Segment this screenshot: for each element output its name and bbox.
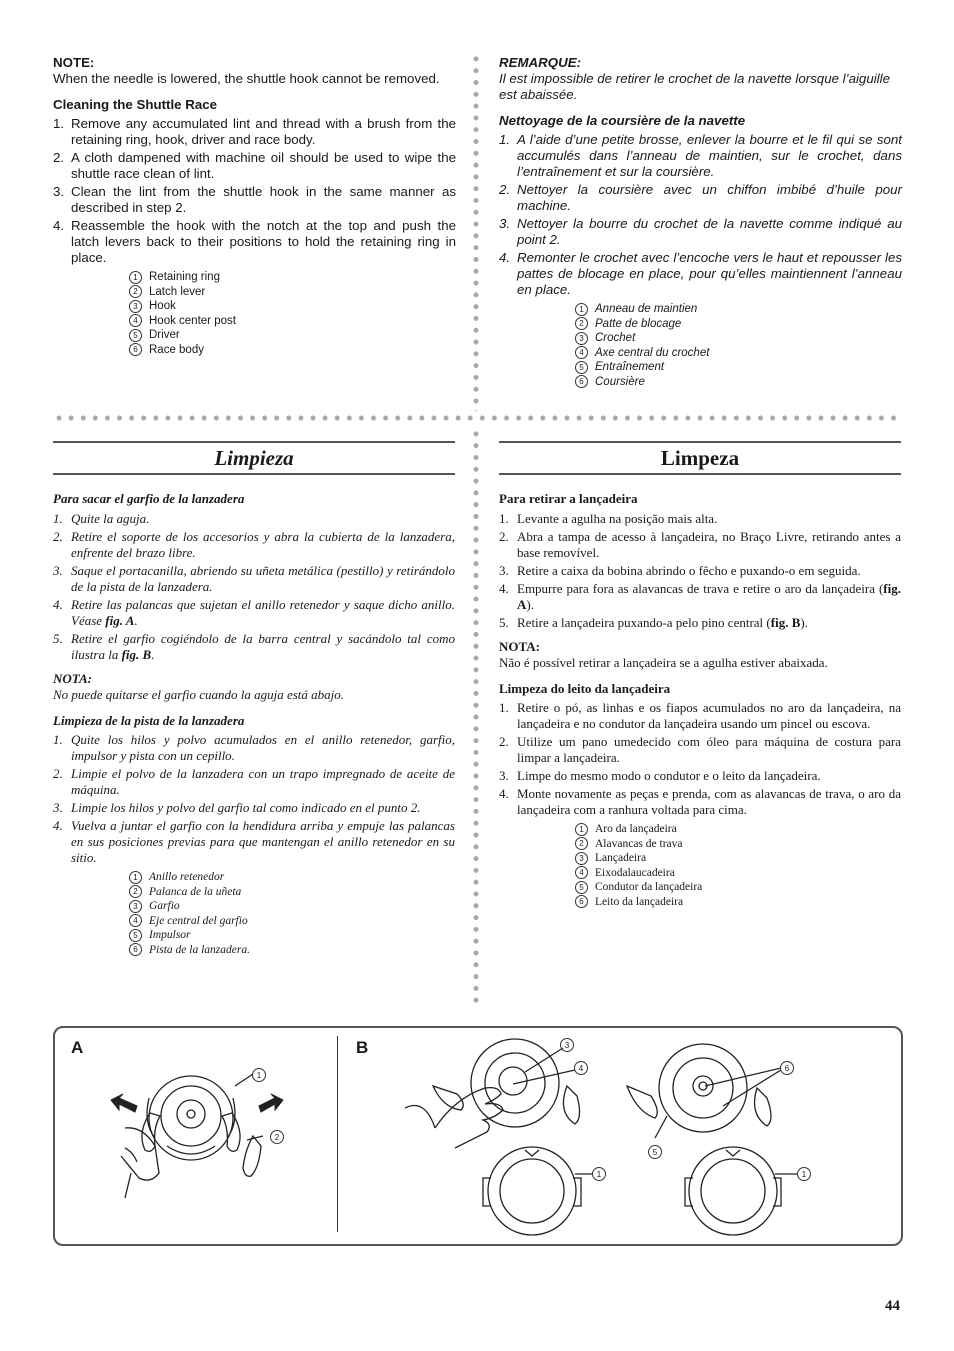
legend-item: 1 Retaining ring [129,270,456,285]
legend-item: 6 Coursière [575,375,902,390]
section-heading: Nettoyage de la coursière de la navette [499,113,746,128]
note-text: When the needle is lowered, the shuttle hook cannot be removed. [53,71,440,86]
list-item: 5. Retire el garfio cogiéndolo de la barra central y sacándolo tal como ilustra la fig. B. [53,631,455,662]
list-item: 4. Retire las palancas que sujetan el anillo retenedor y saque dicho anillo. Véase fig. A. [53,597,455,628]
list-item: 2. Retire el soporte de los accesorios y abra la cubierta de la lanzadera, enfrente del brazo libre. [53,529,455,560]
fig-b-leader-4 [513,1070,575,1084]
vertical-dotted-divider-top [473,53,479,411]
list-item: 1. Retire o pó, as linhas e os fiapos acumulados no aro da lançadeira, na lançadeira e no condutor da lançadeira usando um pincel ou escova. [499,700,901,731]
portuguese-section [499,491,901,909]
list-item: 3. Saque el portacanilla, abriendo su uñeta metálica (pestillo) y retirándolo de la pista de la lanzadera. [53,563,455,594]
section-heading: Limpeza do leito da lançadeira [499,681,671,696]
list-item: 4. Empurre para fora as alavancas de trava e retire o aro da lançadeira (fig. A). [499,581,901,612]
list-item: 2. A cloth dampened with machine oil should be used to wipe the shuttle race clean of lint. [53,150,456,181]
legend-item: 1 Anneau de maintien [575,302,902,317]
legend-item: 2 Palanca de la uñeta [129,885,455,900]
vertical-dotted-divider-bottom [473,428,479,1008]
legend-item: 3 Lançadeira [575,851,901,866]
steps-list [499,511,901,631]
steps-list [499,700,901,818]
callout-5: 5 [648,1145,662,1159]
list-item: 3. Clean the lint from the shuttle hook in the same manner as described in step 2. [53,184,456,215]
fig-b-leader-5 [655,1116,667,1138]
note-text: Não é possível retirar a lançadeira se a agulha estiver abaixada. [499,655,828,670]
steps-list [53,116,456,266]
page-title: Limpeza [660,446,740,470]
section-heading: Cleaning the Shuttle Race [53,97,218,112]
list-item: 1. Quite los hilos y polvo acumulados en el anillo retenedor, garfio, impulsor y pista con un cepillo. [53,732,455,763]
fig-a-leader-1 [235,1074,253,1086]
french-section [499,55,902,389]
callout-1: 1 [252,1068,266,1082]
callout-6: 6 [780,1061,794,1075]
legend-item: 2 Latch lever [129,285,456,300]
legend-item: 4 Hook center post [129,314,456,329]
legend-item: 4 Eje central del garfio [129,914,455,929]
list-item: 1. Quite la aguja. [53,511,150,526]
steps-list [53,732,455,866]
fig-b-retaining-ring-1 [483,1147,581,1235]
legend-item: 4 Eixodalaucadeira [575,866,901,881]
legend-item: 6 Pista de la lanzadera. [129,943,455,958]
fig-a-race-body [147,1076,235,1160]
list-item: 4. Vuelva a juntar el garfio con la hendidura arriba y empuje las palancas en sus posiciones previas para que mantengan el anillo retenedor en su sitio. [53,818,455,865]
legend-item: 1 Anillo retenedor [129,870,455,885]
list-item: 2. Nettoyer la coursière avec un chiffon imbibé d’huile pour machine. [499,182,902,213]
note-text: No puede quitarse el garfio cuando la aguja está abajo. [53,687,345,702]
note-text: Il est impossible de retirer le crochet de la navette lorsque l’aiguille est abaissée. [499,71,890,102]
steps-list [499,132,902,298]
portuguese-title [499,441,901,475]
legend-item: 3 Garfio [129,899,455,914]
legend-item: 1 Aro da lançadeira [575,822,901,837]
list-item: 5. Retire a lançadeira puxando-a pelo pino central (fig. B). [499,615,808,630]
list-item: 3. Limpie los hilos y polvo del garfio tal como indicado en el punto 2. [53,800,421,815]
fig-b-race-body-2 [627,1044,771,1132]
legend-item: 5 Entraînement [575,360,902,375]
legend-item: 5 Condutor da lançadeira [575,880,901,895]
section-heading: Para sacar el garfio de la lanzadera [53,491,245,506]
list-item: 3. Limpe do mesmo modo o condutor e o leito da lançadeira. [499,768,821,783]
parts-legend [129,870,455,957]
list-item: 3. Retire a caixa da bobina abrindo o fêcho e puxando-o em seguida. [499,563,861,578]
fig-b-race-body-1 [433,1039,580,1127]
note-label: NOTE: [53,55,95,70]
callout-3: 3 [560,1038,574,1052]
figure-label-b: B [356,1038,369,1057]
section-heading: Para retirar a lançadeira [499,491,638,506]
fig-a-arrows [111,1094,283,1112]
english-section [53,55,456,357]
figure-label-a: A [71,1038,84,1057]
list-item: 1. Remove any accumulated lint and thread with a brush from the retaining ring, hook, driver and race body. [53,116,456,147]
legend-item: 3 Hook [129,299,456,314]
legend-item: 2 Patte de blocage [575,317,902,332]
legend-item: 2 Alavancas de trava [575,837,901,852]
callout-1: 1 [797,1167,811,1181]
legend-item: 5 Impulsor [129,928,455,943]
parts-legend [575,302,902,389]
callout-1: 1 [592,1167,606,1181]
list-item: 1. A l’aide d’une petite brosse, enlever la bourre et le fil qui se sont accumulés dans l’anneau de maintien, sur le crochet, dans l’entraînement et sur la coursière. [499,132,902,179]
figure-panel [53,1026,903,1246]
steps-list [53,511,455,663]
parts-legend [129,270,456,357]
callout-4: 4 [574,1061,588,1075]
shuttle-hook-illustration [55,1028,901,1244]
parts-legend [575,822,901,909]
horizontal-dotted-divider [53,415,901,421]
note-label: NOTA: [53,671,92,686]
spanish-title [53,441,455,475]
section-heading: Limpieza de la pista de la lanzadera [53,713,245,728]
page-title: Limpieza [214,446,294,470]
list-item: 4. Monte novamente as peças e prenda, com as alavancas de trava, o aro da lançadeira com a ranhura voltada para cima. [499,786,901,817]
list-item: 2. Limpie el polvo de la lanzadera con un trapo impregnado de aceite de máquina. [53,766,455,797]
callout-2: 2 [270,1130,284,1144]
list-item: 2. Utilize um pano umedecido com óleo para máquina de costura para limpar a lançadeira. [499,734,901,765]
legend-item: 3 Crochet [575,331,902,346]
page-number: 44 [885,1298,900,1314]
list-item: 4. Reassemble the hook with the notch at the top and push the latch levers back to their positions to hold the retaining ring in place. [53,218,456,265]
fig-b-leader-3 [525,1048,563,1072]
legend-item: 5 Driver [129,328,456,343]
note-label: NOTA: [499,639,540,654]
legend-item: 6 Race body [129,343,456,358]
list-item: 1. Levante a agulha na posição mais alta. [499,511,718,526]
list-item: 3. Nettoyer la bourre du crochet de la navette comme indiqué au point 2. [499,216,902,247]
list-item: 2. Abra a tampa de acesso à lançadeira, no Braço Livre, retirando antes a base removível. [499,529,901,560]
legend-item: 6 Leito da lançadeira [575,895,901,910]
spanish-section [53,491,455,957]
legend-item: 4 Axe central du crochet [575,346,902,361]
note-label: REMARQUE: [499,55,581,70]
fig-b-retaining-ring-2 [685,1147,781,1235]
list-item: 4. Remonter le crochet avec l’encoche vers le haut et repousser les pattes de blocage en place, pour qu’elles maintiennent l’anneau en place. [499,250,902,297]
